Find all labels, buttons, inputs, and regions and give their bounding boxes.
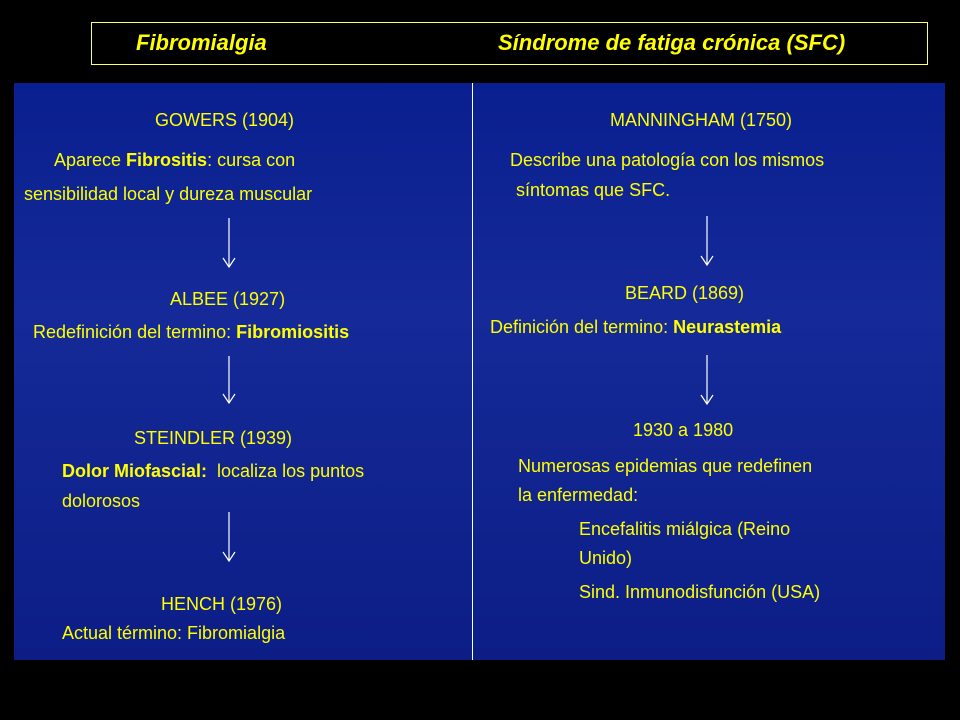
epidemics-heading: 1930 a 1980 [633, 420, 734, 440]
column-divider [472, 83, 473, 660]
title-bar [91, 22, 928, 65]
arrow-down-icon [219, 218, 239, 270]
epidemics-item1-line1: Encefalitis miálgica (Reino [579, 519, 791, 539]
steindler-line1 [62, 459, 364, 483]
manningham-line2: síntomas que SFC. [516, 180, 671, 200]
epidemics-line2: la enfermedad: [518, 485, 639, 505]
steindler-line2: dolorosos [62, 491, 141, 511]
steindler-heading: STEINDLER (1939) [134, 428, 293, 448]
beard-heading: BEARD (1869) [625, 283, 745, 303]
arrow-down-icon [697, 355, 717, 407]
arrow-down-icon [219, 512, 239, 564]
gowers-heading: GOWERS (1904) [155, 110, 295, 130]
title-fibromialgia: Fibromialgia [136, 30, 267, 55]
term-dolor-miofascial: Dolor Miofascial: [62, 461, 208, 481]
manningham-heading: MANNINGHAM (1750) [610, 110, 793, 130]
hench-heading: HENCH (1976) [161, 594, 283, 614]
albee-heading: ALBEE (1927) [170, 289, 286, 309]
gowers-line2: sensibilidad local y dureza muscular [24, 184, 313, 204]
epidemics-item1-line2: Unido) [579, 548, 633, 568]
steindler-line1-post: localiza los puntos [207, 461, 365, 481]
term-neurastemia: Neurastemia [673, 317, 782, 337]
beard-text [490, 315, 781, 339]
arrow-down-icon [219, 356, 239, 406]
beard-text-pre: Definición del termino: [490, 317, 674, 337]
title-sfc: Síndrome de fatiga crónica (SFC) [498, 30, 846, 55]
epidemics-line1: Numerosas epidemias que redefinen [518, 456, 813, 476]
hench-text: Actual término: Fibromialgia [62, 623, 286, 643]
gowers-line1-pre: Aparece [54, 150, 127, 170]
arrow-down-icon [697, 216, 717, 268]
gowers-line1 [54, 148, 295, 172]
epidemics-item2: Sind. Inmunodisfunción (USA) [579, 582, 821, 602]
term-fibrositis: Fibrositis [126, 150, 208, 170]
gowers-line1-post: : cursa con [207, 150, 296, 170]
term-fibromiositis: Fibromiositis [236, 322, 350, 342]
albee-text-pre: Redefinición del termino: [33, 322, 237, 342]
albee-text [33, 320, 349, 344]
manningham-line1: Describe una patología con los mismos [510, 150, 825, 170]
